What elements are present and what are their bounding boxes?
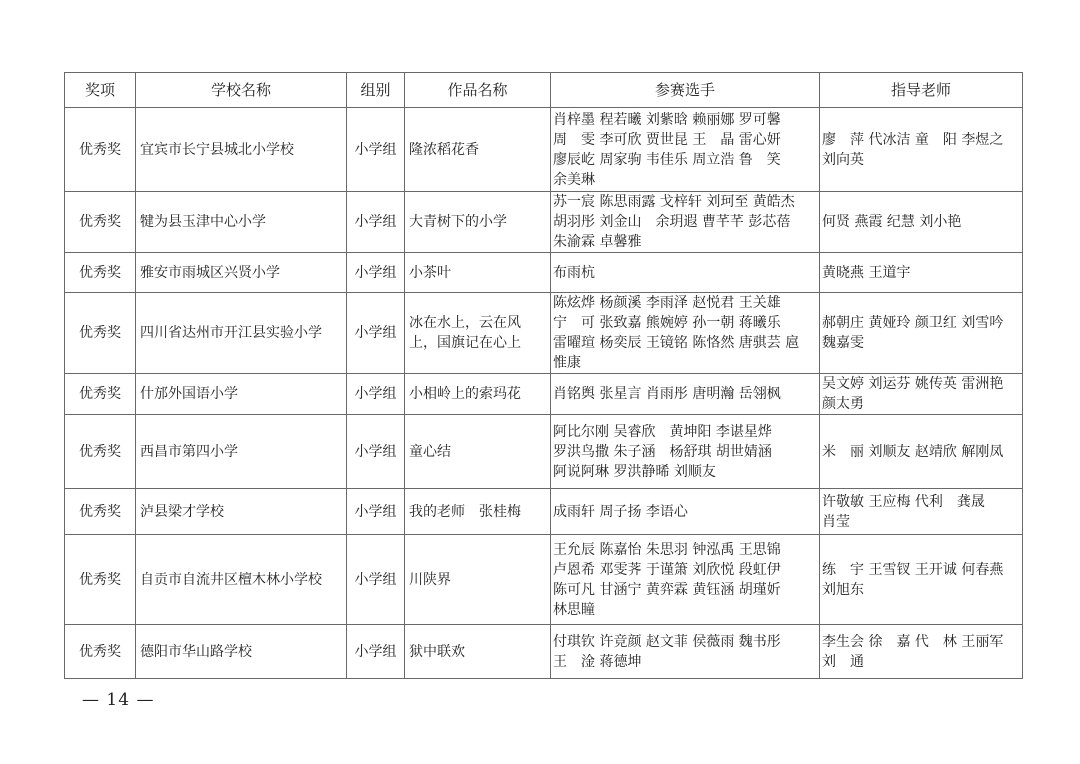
- header-students: 参赛选手: [551, 73, 820, 108]
- cell-school: 德阳市华山路学校: [136, 625, 347, 679]
- cell-work: 川陕界: [405, 535, 551, 625]
- header-teachers: 指导老师: [820, 73, 1023, 108]
- table-row: [65, 489, 1023, 535]
- table-row: [65, 192, 1023, 253]
- cell-work: 隆浓稻花香: [405, 108, 551, 192]
- table-row: [65, 253, 1023, 293]
- header-school: 学校名称: [136, 73, 347, 108]
- cell-award: 优秀奖: [65, 489, 136, 535]
- header-award: 奖项: [65, 73, 136, 108]
- table-header-row: [65, 73, 1023, 108]
- cell-teachers: 郝朝庄 黄娅玲 颜卫红 刘雪吟 魏嘉雯: [820, 293, 1023, 374]
- cell-group: 小学组: [347, 192, 405, 253]
- cell-group: 小学组: [347, 489, 405, 535]
- cell-award: 优秀奖: [65, 253, 136, 293]
- cell-teachers: 何贤 燕霞 纪慧 刘小艳: [820, 192, 1023, 253]
- table-row: [65, 108, 1023, 192]
- cell-award: 优秀奖: [65, 293, 136, 374]
- cell-teachers: 廖 萍 代冰洁 童 阳 李煜之 刘向英: [820, 108, 1023, 192]
- cell-teachers: 练 宇 王雪钗 王开诚 何春燕 刘旭东: [820, 535, 1023, 625]
- cell-students: 苏一宸 陈思雨露 戈梓轩 刘珂至 黄皓杰 胡羽彤 刘金山 余玥遐 曹芊芊 彭芯蓓 朱渝霖 卓馨雅: [551, 192, 820, 253]
- cell-award: 优秀奖: [65, 535, 136, 625]
- table-row: [65, 415, 1023, 489]
- table-row: [65, 293, 1023, 374]
- cell-group: 小学组: [347, 625, 405, 679]
- cell-work: 小相岭上的索玛花: [405, 374, 551, 415]
- table-body: [65, 108, 1023, 679]
- cell-students: 王允辰 陈嘉怡 朱思羽 钟泓禹 王思锦 卢恩希 邓雯荠 于谨箫 刘欣悦 段虹伊 陈可凡 甘涵宁 黄弈霖 黄钰涵 胡瑾妡 林思瞳: [551, 535, 820, 625]
- cell-students: 肖梓墨 程若曦 刘紫晗 赖丽娜 罗可馨 周 雯 李可欣 贾世昆 王 晶 雷心妍 廖辰屹 周家驹 韦佳乐 周立浩 鲁 笑 余美琳: [551, 108, 820, 192]
- cell-group: 小学组: [347, 253, 405, 293]
- cell-students: 付琪钦 许竞颜 赵文菲 侯薇雨 魏书彤 王 淦 蒋德坤: [551, 625, 820, 679]
- awards-table: [64, 72, 1023, 679]
- cell-school: 雅安市雨城区兴贤小学: [136, 253, 347, 293]
- page-number: — 14 —: [82, 690, 155, 710]
- cell-school: 犍为县玉津中心小学: [136, 192, 347, 253]
- cell-school: 宜宾市长宁县城北小学校: [136, 108, 347, 192]
- cell-award: 优秀奖: [65, 625, 136, 679]
- cell-teachers: 吴文婷 刘运芬 姚传英 雷洲艳 颜太勇: [820, 374, 1023, 415]
- cell-award: 优秀奖: [65, 415, 136, 489]
- cell-group: 小学组: [347, 108, 405, 192]
- table-row: [65, 625, 1023, 679]
- cell-work: 冰在水上，云在风上，国旗记在心上: [405, 293, 551, 374]
- cell-school: 泸县梁才学校: [136, 489, 347, 535]
- cell-award: 优秀奖: [65, 374, 136, 415]
- cell-work: 大青树下的小学: [405, 192, 551, 253]
- cell-school: 自贡市自流井区檀木林小学校: [136, 535, 347, 625]
- cell-teachers: 李生会 徐 嘉 代 林 王丽军 刘 通: [820, 625, 1023, 679]
- cell-teachers: 黄晓燕 王道宇: [820, 253, 1023, 293]
- cell-school: 什邡外国语小学: [136, 374, 347, 415]
- table-row: [65, 535, 1023, 625]
- cell-students: 肖铭舆 张星言 肖雨彤 唐明瀚 岳翎枫: [551, 374, 820, 415]
- cell-students: 阿比尔刚 吴睿欣 黄坤阳 李谌星烨 罗洪鸟撒 朱子涵 杨舒琪 胡世婧涵 阿说阿琳 罗洪静晞 刘顺友: [551, 415, 820, 489]
- cell-group: 小学组: [347, 374, 405, 415]
- cell-work: 狱中联欢: [405, 625, 551, 679]
- cell-teachers: 许敬敏 王应梅 代利 龚晟 肖莹: [820, 489, 1023, 535]
- cell-group: 小学组: [347, 415, 405, 489]
- cell-students: 布雨杭: [551, 253, 820, 293]
- cell-students: 成雨轩 周子扬 李语心: [551, 489, 820, 535]
- cell-teachers: 米 丽 刘顺友 赵靖欣 解刚凤: [820, 415, 1023, 489]
- header-group: 组别: [347, 73, 405, 108]
- cell-students: 陈炫烨 杨颜溪 李雨泽 赵悦君 王关雄 宁 可 张致嘉 熊婉婷 孙一朝 蒋曦乐 雷曜瑄 杨奕辰 王镜铭 陈恪然 唐骐芸 扈 惟康: [551, 293, 820, 374]
- cell-group: 小学组: [347, 535, 405, 625]
- cell-award: 优秀奖: [65, 192, 136, 253]
- cell-work: 小茶叶: [405, 253, 551, 293]
- cell-school: 西昌市第四小学: [136, 415, 347, 489]
- cell-award: 优秀奖: [65, 108, 136, 192]
- cell-work: 童心结: [405, 415, 551, 489]
- header-work: 作品名称: [405, 73, 551, 108]
- cell-school: 四川省达州市开江县实验小学: [136, 293, 347, 374]
- cell-work: 我的老师 张桂梅: [405, 489, 551, 535]
- cell-group: 小学组: [347, 293, 405, 374]
- table-row: [65, 374, 1023, 415]
